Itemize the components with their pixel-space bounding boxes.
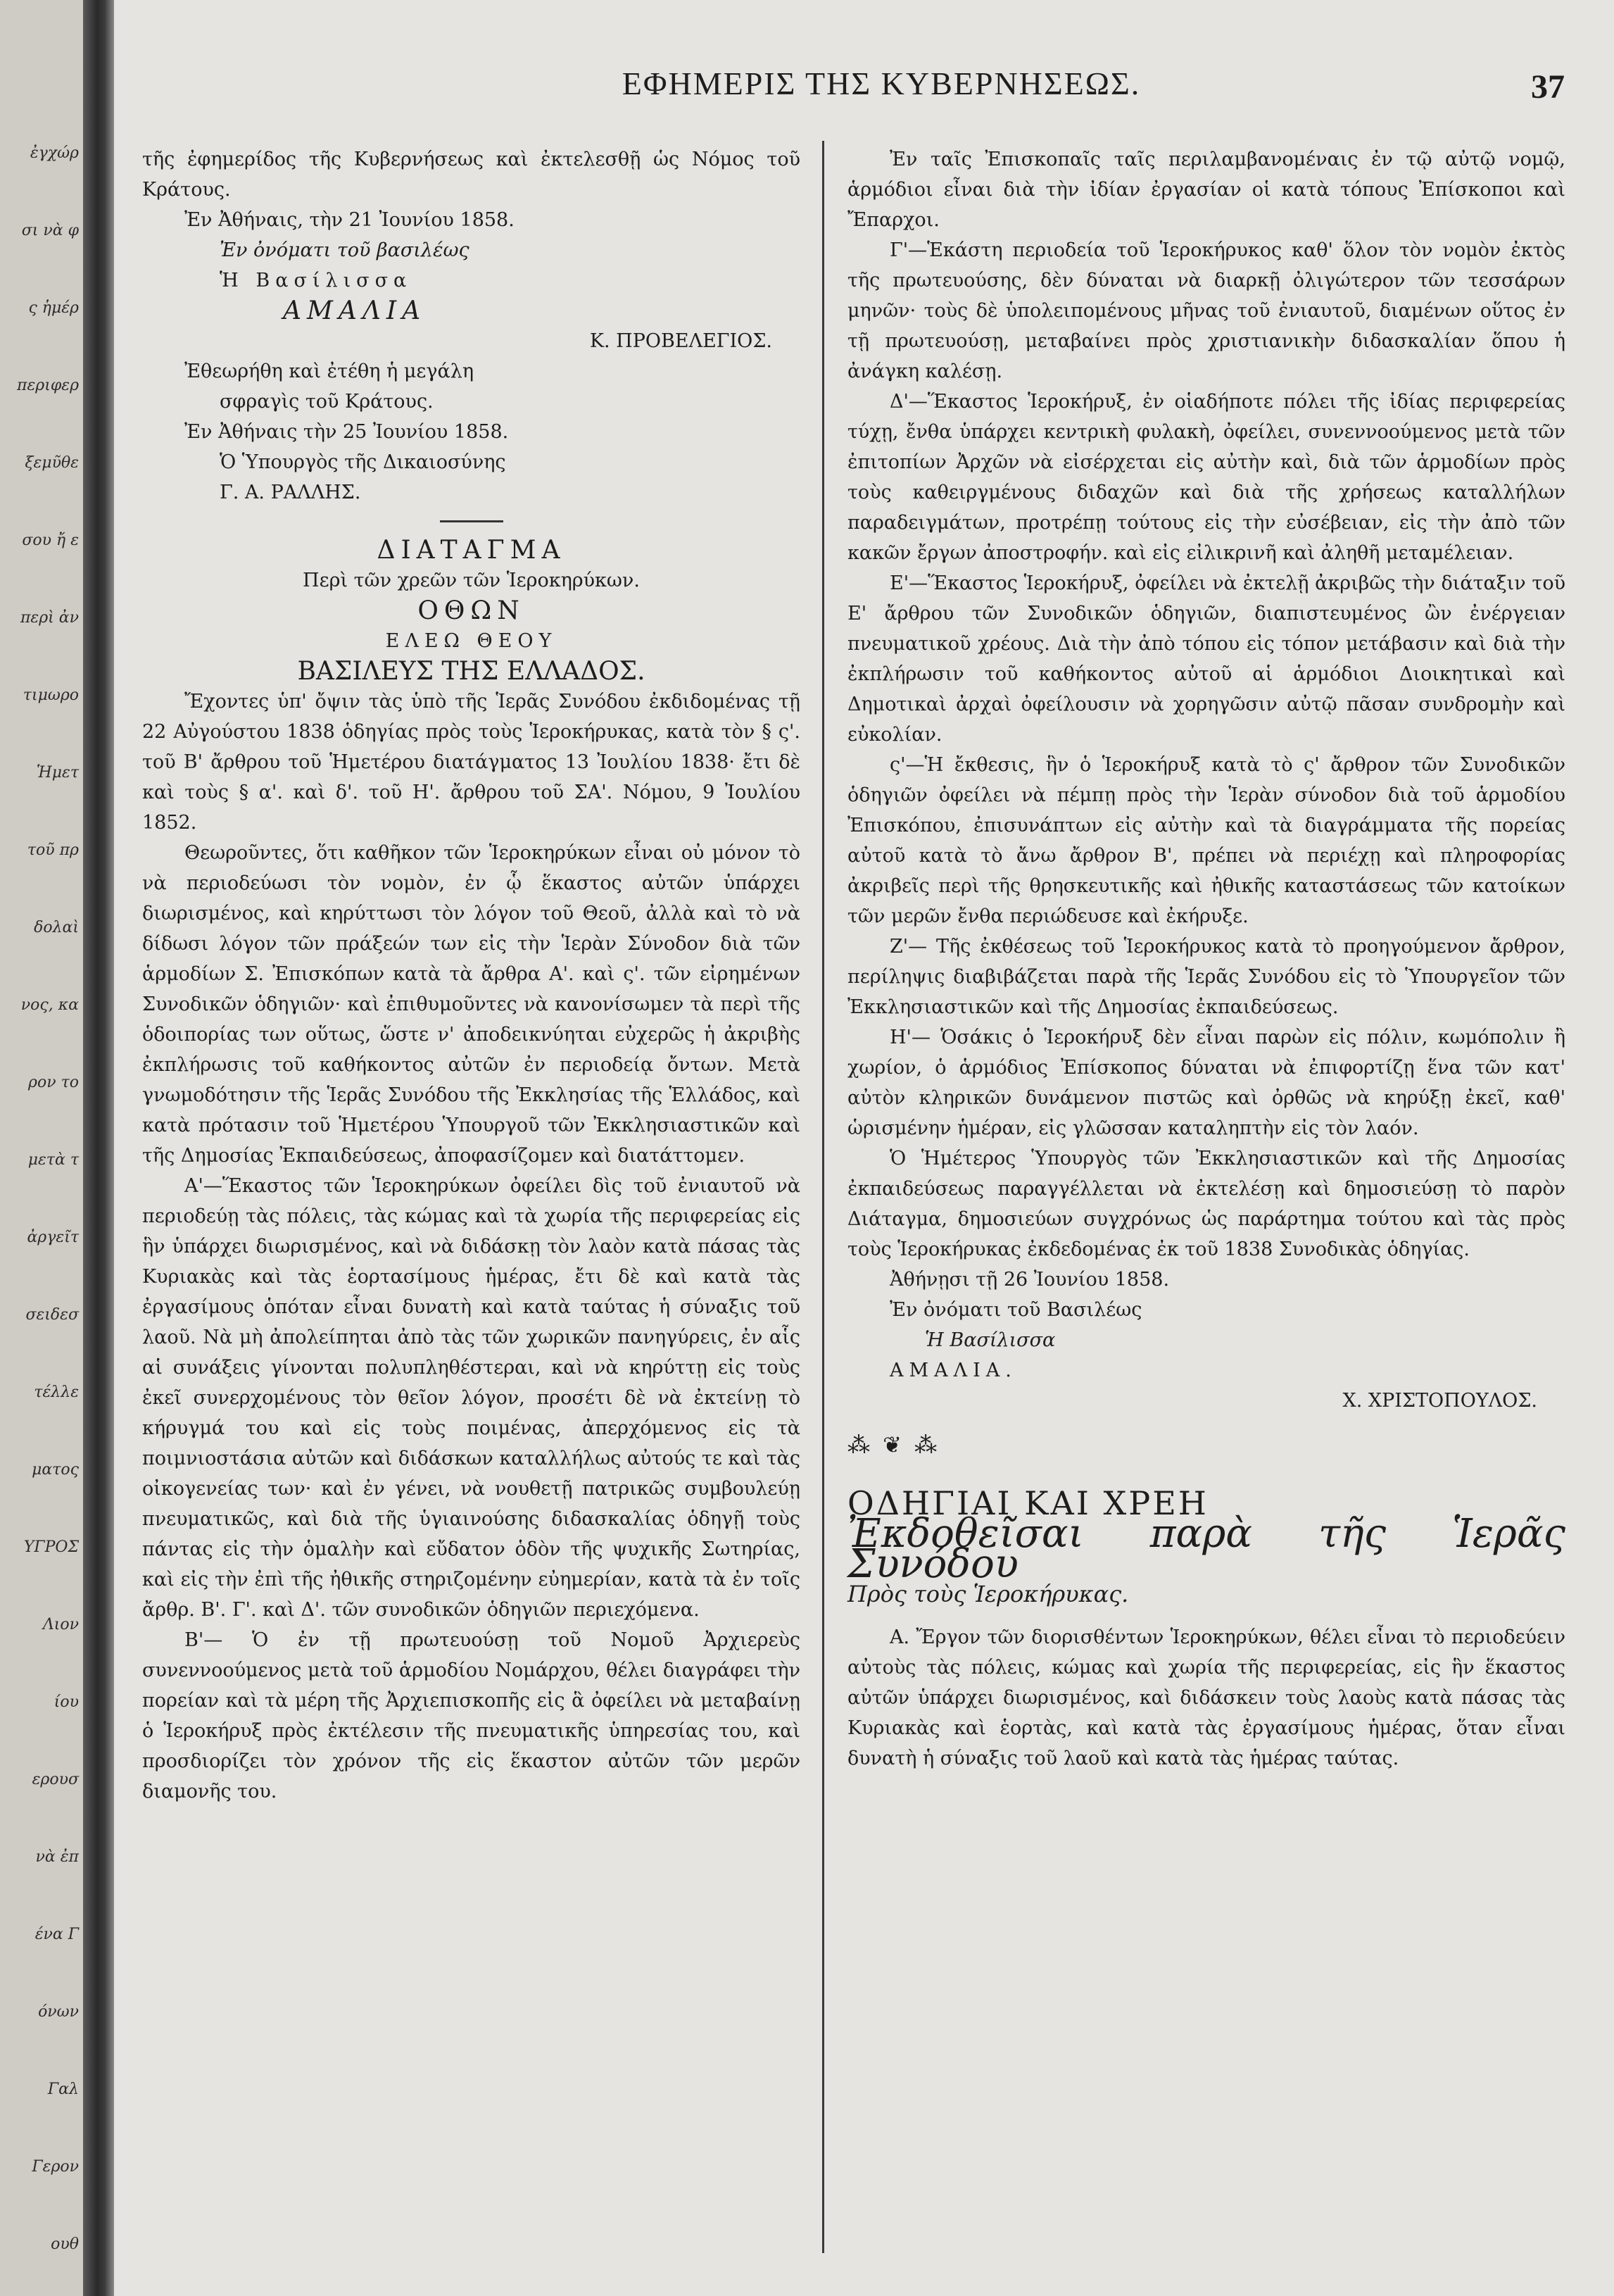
instructions-heading: ΟΔΗΓΙΑΙ ΚΑΙ ΧΡΕΗ: [847, 1484, 1209, 1522]
queen-signature: ΑΜΑΛΙΑ: [283, 296, 427, 325]
minister-signature-2: Χ. ΧΡΙΣΤΟΠΟΥΛΟΣ.: [1342, 1390, 1537, 1412]
article-a: Α'—Ἕκαστος τῶν Ἱεροκηρύκων ὀφείλει δὶς τοῦ ἐνιαυτοῦ νὰ περιοδεύῃ τὰς πόλεις, τὰς κώμας καὶ τὰ χωρία τῆς περιφερείας εἰς ἣν ὑπάρχει διωρισμένος, καὶ νὰ διδάσκῃ τὸν λαὸν κατὰ πάσας τὰς Κυριακὰς καὶ τὰς ἑορτασίμους ἡμέρας, ἔτι δὲ καὶ κατὰ τὰς ἐργασίμους ὁπόταν εἶναι δυνατὴ καὶ κατὰ ταύτας ἡ σύναξις τοῦ λαοῦ. Νὰ μὴ ἀπολείπηται ἀπὸ τὰς τῶν χωρικῶν πανηγύρεις, ἐν αἷς αἱ συνάξεις γίνονται πολυπληθέστεραι, καὶ νὰ κηρύττῃ εἰς τοὺς ἐκεῖ συνερχομένους τὸν θεῖον λόγον, προσέτι δὲ νὰ ἐκτείνῃ τὸ κήρυγμά του καὶ εἰς τοὺς ποιμένας, ἀπερχόμενος εἰς τὰ ποιμνιοστάσια αὐτῶν καὶ διδάσκων καταλλήλως αὐτούς τε καὶ τὰς οἰκογενείας των· καὶ ἐν γένει, νὰ νουθετῇ πατρικῶς συμβουλεύῃ πνευματικῶς, καὶ διὰ τῆς ὑγιαινούσης διδασκαλίας ὁδηγῇ τοὺς πάντας εἰς τὴν ὁμαλὴν καὶ εὔδατον ὁδὸν τῆς ψυχικῆς Σωτηρίας, καὶ εἰς τὴν ἐπὶ τῆς ἠθικῆς στηριζομένην εὐημερίαν, κατὰ τὰ ἐν τοῖς ἄρθρ. Β'. Γ'. καὶ Δ'. τῶν συνοδικῶν ὁδηγιῶν περιεχόμενα.: [142, 1175, 800, 1621]
article-z: Ζ'— Τῆς ἐκθέσεως τοῦ Ἱεροκήρυκος κατὰ τὸ προηγούμενον ἄρθρον, περίληψις διαβιβάζεται παρὰ τῆς Ἱερᾶς Συνόδου εἰς τὸ Ὑπουργεῖον τῶν Ἐκκλησιαστικῶν καὶ τῆς Δημοσίας ἐκπαιδεύσεως.: [847, 936, 1565, 1018]
right-column: [847, 144, 1565, 1774]
justice-minister-title: Ὁ Ὑπουργὸς τῆς Δικαιοσύνης: [220, 451, 506, 473]
previous-page-fragment: τιμωρο: [23, 686, 79, 704]
in-name-of-king-2: Ἐν ὀνόματι τοῦ Βασιλέως: [890, 1299, 1142, 1321]
previous-page-fragment: περιφερ: [17, 377, 79, 394]
previous-page-fragment: δολαὶ: [34, 919, 79, 936]
by-grace-of-god: ΕΛΕΩ ΘΕΟΥ: [385, 630, 557, 652]
running-head: ΕΦΗΜΕΡΙΣ ΤΗΣ ΚΥΒΕΡΝΗΣΕΩΣ.: [622, 65, 1141, 101]
ornament-divider: ⁂ ❦ ⁂: [847, 1431, 940, 1458]
article-h: Η'— Ὁσάκις ὁ Ἱεροκήρυξ δὲν εἶναι παρὼν εἰς πόλιν, κωμόπολιν ἢ χωρίον, ὁ ἁρμόδιος Ἐπίσκοπος δύναται νὰ ἐπιφορτίζῃ ἕνα τῶν κατ' αὐτὸν κληρικῶν δυνάμενον πιστῶς καὶ ὀρθῶς νὰ κηρύξῃ ἐκεῖ, καθ' ὡρισμένην ἡμέραν, εἰς γλῶσσαν καταληπτὴν εἰς τὸν λαόν.: [847, 1027, 1565, 1139]
seal-note-2: σφραγὶς τοῦ Κράτους.: [220, 391, 434, 413]
seal-note: Ἐθεωρήθη καὶ ἐτέθη ἡ μεγάλη: [184, 360, 474, 382]
instructions-addressee: Πρὸς τοὺς Ἱεροκήρυκας.: [847, 1581, 1129, 1607]
previous-page-fragment: Γαλ: [47, 2081, 79, 2098]
seal-dateline: Ἐν Ἀθήναις τὴν 25 Ἰουνίου 1858.: [184, 421, 509, 443]
previous-page-fragment: σου ἤ ε: [22, 532, 79, 549]
left-column: [142, 144, 800, 1807]
previous-page-margin: [0, 0, 83, 2296]
previous-page-fragment: ἀργεῖτ: [27, 1229, 79, 1246]
newspaper-page: [114, 0, 1614, 2296]
previous-page-fragment: σειδεσ: [25, 1306, 79, 1324]
king-name: ΟΘΩΝ: [417, 596, 525, 625]
previous-page-fragment: ξεμῦθε: [25, 454, 79, 472]
justice-minister-name: Γ. Α. ΡΑΛΛΗΣ.: [220, 482, 361, 503]
decree-preamble-1: Ἔχοντες ὑπ' ὄψιν τὰς ὑπὸ τῆς Ἱερᾶς Συνόδου ἐκδιδομένας τῇ 22 Αὐγούστου 1838 ὁδηγίας πρὸς τοὺς Ἱεροκήρυκας, κατὰ τὸν § ς'. τοῦ Β' ἄρθρου τοῦ Ἡμετέρου διατάγματος 13 Ἰουλίου 1838· ἔτι δὲ καὶ τοὺς § α'. καὶ δ'. τοῦ Η'. ἄρθρου τοῦ ΣΑ'. Νόμου, 9 Ἰουλίου 1852.: [142, 691, 800, 834]
previous-page-fragment: σι νὰ φ: [21, 222, 79, 239]
execution-clause: Ὁ Ἡμέτερος Ὑπουργὸς τῶν Ἐκκλησιαστικῶν καὶ τῆς Δημοσίας ἐκπαιδεύσεως παραγγέλλεται νὰ ἐκτελέσῃ καὶ δημοσιεύσῃ τὸ παρὸν Διάταγμα, δημοσιεύων συγχρόνως ὡς παράρτημα τούτου καὶ τὰς πρὸς τοὺς Ἱεροκήρυκας ἐκδεδομένας ἐκ τοῦ 1838 Συνοδικὰς ὁδηγίας.: [847, 1148, 1565, 1260]
previous-page-fragment: νὰ ἐπ: [35, 1848, 79, 1866]
previous-page-fragment: ένα Γ: [34, 1926, 79, 1943]
article-b-cont: Ἐν ταῖς Ἐπισκοπαῖς ταῖς περιλαμβανομέναις ἐν τῷ αὐτῷ νομῷ, ἁρμόδιοι εἶναι διὰ τὴν ἰδίαν ἐργασίαν οἱ κατὰ τόπους Ἐπίσκοποι καὶ Ἔπαρχοι.: [847, 149, 1565, 231]
previous-page-fragment: όνων: [38, 2003, 79, 2021]
previous-page-fragment: ἐγχώρ: [30, 144, 79, 162]
page-number: 37: [1531, 68, 1565, 106]
previous-page-fragment: ς ἡμέρ: [28, 299, 79, 317]
previous-page-fragment: ερουσ: [32, 1771, 79, 1788]
article-e: Ε'—Ἕκαστος Ἱεροκήρυξ, ὀφείλει νὰ ἐκτελῇ ἀκριβῶς τὴν διάταξιν τοῦ Ε' ἄρθρου τῶν Συνοδικῶν ὁδηγιῶν, διαπιστευμένος ὢν ἐνέργειαν πνευματικοῦ χρέους. Διὰ τὴν ἀπὸ τόπου εἰς τόπον μετάβασιν καὶ διὰ τὴν ἐκπλήρωσιν τοῦ καθήκοντος αὐτοῦ αἱ ἁρμόδιοι Διοικητικαὶ καὶ Δημοτικαὶ ἀρχαὶ ὀφείλουσιν νὰ χορηγῶσιν αὐτῷ πᾶσαν συνδρομὴν καὶ εὐκολίαν.: [847, 572, 1565, 746]
article-st: ς'—Ἡ ἔκθεσις, ἣν ὁ Ἱεροκήρυξ κατὰ τὸ ς' ἄρθρον τῶν Συνοδικῶν ὁδηγιῶν ὀφείλει νὰ πέμπῃ πρὸς τὴν Ἱερὰν σύνοδον διὰ τοῦ ἁρμοδίου Ἐπισκόπου, ἐπισυνάπτων εἰς αὐτὴν καὶ τὰ διαγράμματα τῆς πορείας αὐτοῦ κατὰ τὸ ἄνω ἄρθρον Β', πρέπει νὰ περιέχῃ καὶ πληροφορίας ἀκριβεῖς περὶ τῆς θρησκευτικῆς καὶ ἠθικῆς καταστάσεως τῶν κατοίκων τῶν μερῶν ἔνθα περιώδευσε καὶ ἐκήρυξε.: [847, 754, 1565, 927]
previous-page-fragment: ρον το: [28, 1074, 79, 1091]
decree-subject: Περὶ τῶν χρεῶν τῶν Ἱεροκηρύκων.: [303, 570, 640, 591]
in-name-of-king: Ἐν ὀνόματι τοῦ βασιλέως: [220, 239, 469, 261]
decree-preamble-2: Θεωροῦντες, ὅτι καθῆκον τῶν Ἱεροκηρύκων εἶναι οὐ μόνον τὸ νὰ περιοδεύωσι τὸν νομὸν, ἐν ᾧ ἕκαστος αὐτῶν ὑπάρχει διωρισμένος, καὶ κηρύττωσι τὸν λόγον τοῦ Θεοῦ, ἀλλὰ καὶ τὸ νὰ δίδωσι λόγον τῶν πράξεών των εἰς τὴν Ἱερὰν Σύνοδον διὰ τῶν ἁρμοδίων Σ. Ἐπισκόπων κατὰ τὰ ἄρθρα Α'. καὶ ς'. τῶν εἰρημένων Συνοδικῶν ὁδηγιῶν· καὶ ἐπιθυμοῦντες νὰ κανονίσωμεν τὰ περὶ τῆς ὁδοιπορίας των οὕτως, ὥστε ν' ἀποδεικνύηται εὐχερῶς ἡ ἀκριβὴς ἐκπλήρωσις τοῦ καθήκοντος αὐτῶν ἐν περιοδείᾳ ὄντων. Μετὰ γνωμοδότησιν τῆς Ἱερᾶς Συνόδου τῆς Ἐκκλησίας τῆς Ἑλλάδος, καὶ κατὰ πρότασιν τοῦ Ἡμετέρου Ὑπουργοῦ τῶν Ἐκκλησιαστικῶν καὶ τῆς Δημοσίας Ἐκπαιδεύσεως, ἀποφασίζομεν καὶ διατάττομεν.: [142, 842, 800, 1167]
dateline: Ἐν Ἀθήναις, τὴν 21 Ἰουνίου 1858.: [184, 209, 515, 231]
law-closing: τῆς ἐφημερίδος τῆς Κυβερνήσεως καὶ ἐκτελεσθῇ ὡς Νόμος τοῦ Κράτους.: [142, 149, 800, 201]
previous-page-fragment: μετὰ τ: [27, 1151, 79, 1169]
previous-page-fragment: ΥΓΡΟΣ: [23, 1538, 79, 1556]
article-b: Β'— Ὁ ἐν τῇ πρωτευούσῃ τοῦ Νομοῦ Ἀρχιερεὺς συνεννοούμενος μετὰ τοῦ ἁρμοδίου Νομάρχου, θέλει διαγράφει τὴν πορείαν καὶ τὰ μέρη τῆς Ἀρχιεπισκοπῆς εἰς ἃ ὀφείλει νὰ μεταβαίνῃ ὁ Ἱεροκήρυξ πρὸς ἐκτέλεσιν τῆς πνευματικῆς ὑπηρεσίας του, καὶ προσδιορίζει τὸν χρόνον τῆς εἰς ἕκαστον αὐτῶν τῶν μερῶν διαμονῆς του.: [142, 1629, 800, 1802]
book-binding: [83, 0, 114, 2296]
previous-page-fragment: περὶ ἀν: [20, 609, 79, 627]
queen-title-2: Ἡ Βασίλισσα: [925, 1329, 1056, 1351]
previous-page-fragment: τέλλε: [34, 1384, 79, 1401]
previous-page-fragment: Ἡμετ: [36, 764, 79, 782]
queen-signature-2: ΑΜΑΛΙΑ.: [890, 1360, 1017, 1381]
previous-page-fragment: νος, κα: [20, 996, 79, 1014]
previous-page-fragment: ίου: [53, 1693, 79, 1711]
king-title: ΒΑΣΙΛΕΥΣ ΤΗΣ ΕΛΛΑΔΟΣ.: [297, 657, 645, 686]
queen-title: Ἡ Βασίλισσα: [220, 270, 412, 291]
column-rule: [822, 141, 824, 2253]
previous-page-fragment: τοῦ πρ: [27, 841, 79, 859]
instruction-a: Α. Ἔργον τῶν διορισθέντων Ἱεροκηρύκων, θέλει εἶναι τὸ περιοδεύειν αὐτοὺς τὰς πόλεις, κώμας καὶ χωρία τῆς περιφερείας, εἰς ἣν ἕκαστος αὐτῶν ὑπάρχει διωρισμένος, καὶ διδάσκειν τοὺς λαοὺς κατὰ πάσας τὰς Κυριακὰς καὶ ἑορτὰς, καὶ κατὰ τὰς ἐργασίμους ἡμέρας, ὅταν εἶναι δυνατὴ ἡ σύναξις τοῦ λαοῦ καὶ κατὰ τὰς ἡμέρας ταύτας.: [847, 1626, 1565, 1769]
separator-dash: [440, 520, 503, 522]
previous-page-fragment: ματος: [32, 1461, 79, 1479]
previous-page-fragment: Λιον: [42, 1616, 79, 1633]
article-g: Γ'—Ἑκάστη περιοδεία τοῦ Ἱεροκήρυκος καθ' ὅλον τὸν νομὸν ἐκτὸς τῆς πρωτευούσης, δὲν δύναται νὰ διαρκῇ ὀλιγώτερον τῶν τεσσάρων μηνῶν· τοὺς δὲ ὑπολειπομένους μῆνας τοῦ ἐνιαυτοῦ, διαμένων οὕτος ἐν τῇ πρωτευούσῃ, μεταβαίνει πρὸς χριστιανικὴν διδασκαλίαν ὅπου ἡ ἀνάγκη καλέσῃ.: [847, 239, 1565, 382]
article-d: Δ'—Ἕκαστος Ἱεροκήρυξ, ἐν οἱαδήποτε πόλει τῆς ἰδίας περιφερείας τύχῃ, ἔνθα ὑπάρχει κεντρικὴ φυλακὴ, ὀφείλει, συνεννοούμενος μετὰ τῶν ἐπιτοπίων Ἀρχῶν νὰ εἰσέρχεται εἰς αὐτὴν καὶ, διὰ τῶν ἁρμοδίων πρὸς τοὺς καθειργμένους διδαχῶν καὶ διὰ τῆς χρήσεως καταλλήλων παραδειγμάτων, προτρέπῃ τούτους εἰς τὴν εὐσέβειαν, εἰς τὴν ἀπὸ τῶν κακῶν ἔργων ἀποστροφήν. καὶ εἰς εἰλικρινῆ καὶ ἀληθῆ μεταμέλειαν.: [847, 391, 1565, 564]
decree-dateline: Ἀθήνῃσι τῇ 26 Ἰουνίου 1858.: [890, 1269, 1170, 1291]
instructions-subheading: Ἐκδοθεῖσαι παρὰ τῆς Ἱερᾶς Συνόδου: [847, 1511, 1565, 1587]
previous-page-fragment: ουθ: [51, 2235, 79, 2253]
previous-page-fragment: Γερον: [32, 2158, 79, 2176]
decree-heading: ΔΙΑΤΑΓΜΑ: [377, 536, 566, 565]
minister-signature: Κ. ΠΡΟΒΕΛΕΓΙΟΣ.: [589, 330, 772, 352]
